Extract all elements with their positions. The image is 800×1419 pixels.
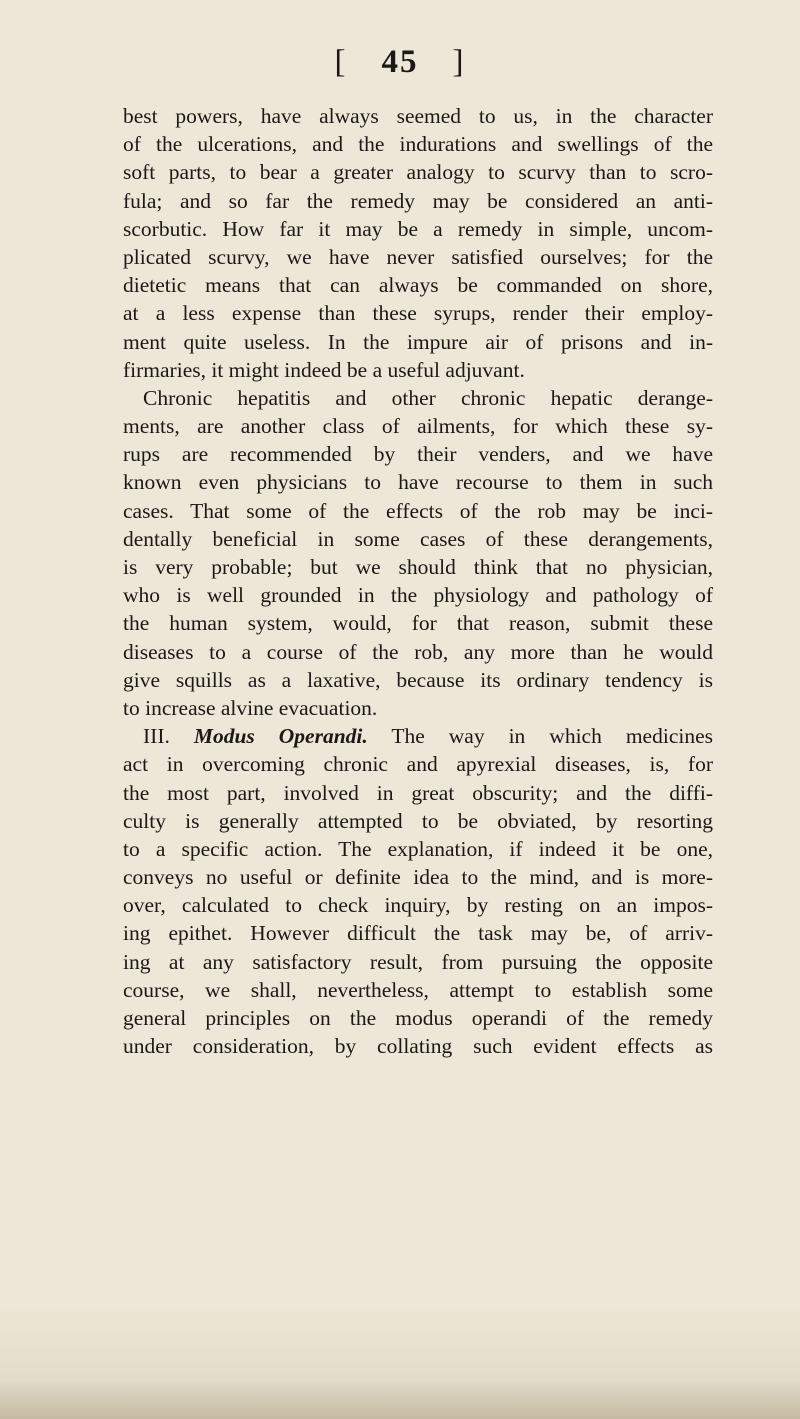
section-line-rest: The way in which medicines	[391, 724, 713, 749]
section-title: Modus Operandi.	[193, 724, 368, 749]
text-line: to a specific action. The explanation, if indeed it be one,	[123, 836, 713, 861]
text-line: give squills as a laxative, because its ordinary tendency is	[123, 667, 713, 692]
text-line: general principles on the modus operandi of the remedy	[123, 1006, 713, 1030]
text-line: culty is generally attempted to be obviated, by resorting	[123, 808, 713, 833]
text-line: scorbutic. How far it may be a remedy in simple, uncom-	[123, 216, 713, 241]
body-text	[123, 102, 713, 1060]
bracket-open: [	[334, 44, 348, 80]
section-heading-line	[123, 722, 713, 750]
text-line: is very probable; but we should think that no physician,	[123, 555, 713, 579]
text-line: to increase alvine evacuation.	[123, 695, 378, 720]
text-line: dentally beneficial in some cases of these derangements,	[123, 526, 713, 551]
section-numeral: III.	[143, 724, 170, 749]
text-line: the human system, would, for that reason, submit these	[123, 611, 713, 636]
text-line: Chronic hepatitis and other chronic hepatic derange-	[143, 385, 713, 410]
text-line: at a less expense than these syrups, render their employ-	[123, 301, 713, 326]
text-line: rups are recommended by their venders, and we have	[123, 442, 713, 467]
text-line: ing epithet. However difficult the task may be, of arriv-	[123, 921, 713, 946]
text-line: act in overcoming chronic and apyrexial diseases, is, for	[123, 752, 713, 777]
text-line: ment quite useless. In the impure air of prisons and in-	[123, 329, 713, 354]
page-edge-shadow	[0, 1379, 800, 1419]
text-line: who is well grounded in the physiology and pathology of	[123, 583, 713, 608]
text-line: over, calculated to check inquiry, by resting on an impos-	[123, 893, 713, 918]
text-line: course, we shall, nevertheless, attempt to establish some	[123, 977, 713, 1002]
text-line: firmaries, it might indeed be a useful adjuvant.	[123, 357, 525, 382]
page-number-header	[0, 44, 800, 81]
bracket-close: ]	[452, 44, 466, 80]
text-line: plicated scurvy, we have never satisfied ourselves; for the	[123, 244, 713, 269]
text-line: conveys no useful or definite idea to the mind, and is more-	[123, 865, 713, 890]
page-number: 45	[381, 44, 419, 80]
text-line: best powers, have always seemed to us, in the character	[123, 104, 713, 128]
text-line: dietetic means that can always be commanded on shore,	[123, 273, 713, 298]
text-line: under consideration, by collating such evident effects as	[123, 1034, 713, 1059]
text-line: diseases to a course of the rob, any more than he would	[123, 639, 713, 664]
text-line: ments, are another class of ailments, for which these sy-	[123, 414, 713, 439]
text-line: fula; and so far the remedy may be considered an anti-	[123, 188, 713, 213]
text-line: cases. That some of the effects of the rob may be inci-	[123, 498, 713, 523]
text-line: the most part, involved in great obscurity; and the diffi-	[123, 780, 713, 805]
text-line: known even physicians to have recourse to them in such	[123, 470, 713, 495]
text-line: ing at any satisfactory result, from pursuing the opposite	[123, 949, 713, 974]
text-line: of the ulcerations, and the indurations and swellings of the	[123, 132, 713, 157]
text-line: soft parts, to bear a greater analogy to scurvy than to scro-	[123, 160, 713, 185]
